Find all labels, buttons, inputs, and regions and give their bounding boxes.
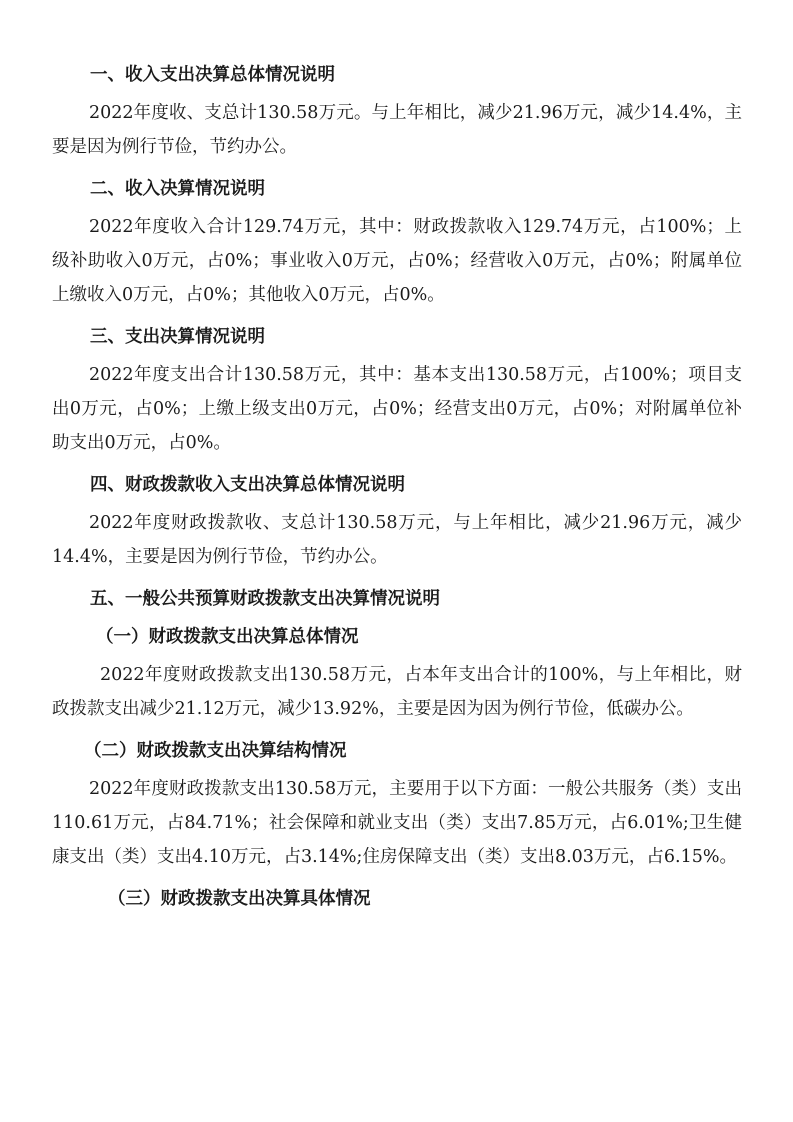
section-heading-1: 一、收入支出决算总体情况说明 [90,65,335,85]
section-paragraph-2: 2022年度收入合计129.74万元，其中：财政拨款收入129.74万元，占100%；上级补助收入0万元，占0%；事业收入0万元，占0%；经营收入0万元，占0%；附属单位上缴收入0万元，占0%；其他收入0万元，占0%。 [52,217,742,305]
section-heading-4: 四、财政拨款收入支出决算总体情况说明 [90,475,405,495]
subsection-paragraph-2: 2022年度财政拨款支出130.58万元，主要用于以下方面：一般公共服务（类）支出110.61万元，占84.71%；社会保障和就业支出（类）支出7.85万元，占6.01%;卫生健康支出（类）支出4.10万元，占3.14%;住房保障支出（类）支出8.03万元，占6.15%。 [52,779,742,867]
section-heading-2: 二、收入决算情况说明 [90,179,265,199]
section-paragraph-1: 2022年度收、支总计130.58万元。与上年相比，减少21.96万元，减少14.4%，主要是因为例行节俭，节约办公。 [52,103,742,157]
section-paragraph-4: 2022年度财政拨款收、支总计130.58万元，与上年相比，减少21.96万元，减少14.4%，主要是因为例行节俭，节约办公。 [52,513,742,567]
section-paragraph-3: 2022年度支出合计130.58万元，其中：基本支出130.58万元，占100%；项目支出0万元，占0%；上缴上级支出0万元，占0%；经营支出0万元，占0%；对附属单位补助支出0万元，占0%。 [52,365,742,453]
subsection-heading-2: （二）财政拨款支出决算结构情况 [84,741,347,761]
section-heading-5: 五、一般公共预算财政拨款支出决算情况说明 [90,589,440,609]
subsection-heading-3: （三）财政拨款支出决算具体情况 [108,889,371,909]
section-heading-3: 三、支出决算情况说明 [90,327,265,347]
subsection-paragraph-1: 2022年度财政拨款支出130.58万元，占本年支出合计的100%，与上年相比，财政拨款支出减少21.12万元，减少13.92%，主要是因为因为例行节俭，低碳办公。 [52,665,742,719]
document-page [52,58,742,916]
subsection-heading-1: （一）财政拨款支出决算总体情况 [96,627,359,647]
